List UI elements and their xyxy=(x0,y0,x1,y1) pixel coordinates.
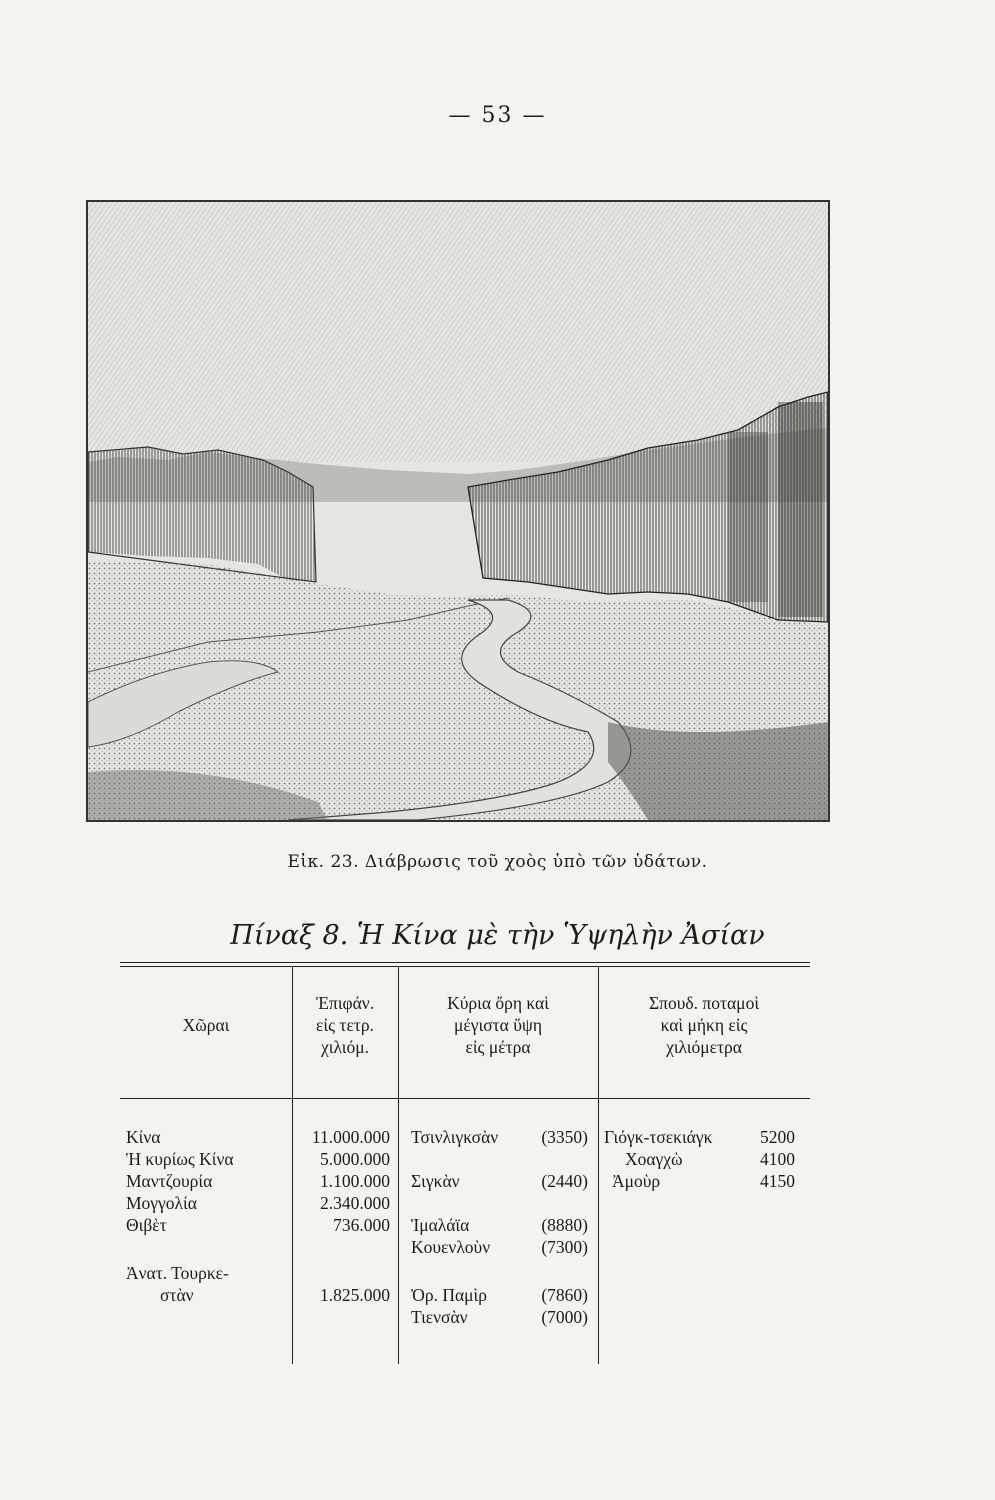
page-number: — 53 — xyxy=(448,103,547,128)
header-rivers: Σπουδ. ποταμοὶ καὶ μήκη εἰς χιλιόμετρα xyxy=(648,993,760,1057)
table-row: Ἀνατ. Τουρκε- xyxy=(126,1263,229,1283)
table-row: στὰν 1.825.000 Ὀρ. Παμὶρ (7860) xyxy=(160,1285,588,1305)
data-table xyxy=(120,962,810,1364)
header-mountains: Κύρια ὄρη καὶ μέγιστα ὕψη εἰς μέτρα xyxy=(447,993,549,1057)
table-row: Μαντζουρία 1.100.000 Σιγκὰν (2440) Ἀμοὺρ 4150 xyxy=(126,1171,795,1191)
table-row: Ἡ κυρίως Κίνα 5.000.000 Χοαγχὼ 4100 xyxy=(126,1149,795,1169)
table-rule-top-inner xyxy=(120,966,810,967)
header-country: Χῶραι xyxy=(182,1015,230,1035)
canyon-illustration xyxy=(88,202,828,820)
table-row: Μογγολία 2.340.000 xyxy=(126,1193,390,1213)
table-row: Θιβὲτ 736.000 Ἱμαλάϊα (8880) xyxy=(126,1215,588,1235)
figure-canyon xyxy=(86,200,830,822)
table-rule-header xyxy=(120,1098,810,1099)
table-row: Κίνα 11.000.000 Τσινλιγκσὰν (3350) Γιόγκ-τσεκιάγκ 5200 xyxy=(126,1127,795,1147)
header-area: Ἐπιφάν. εἰς τετρ. χιλιόμ. xyxy=(315,993,375,1057)
figure-caption: Εἰκ. 23. Διάβρωσις τοῦ χοὸς ὑπὸ τῶν ὑδάτων. xyxy=(287,852,708,872)
table-title: Πίναξ 8. Ἡ Κίνα μὲ τὴν Ὑψηλὴν Ἀσίαν xyxy=(230,920,765,951)
table-row: Τιενσὰν (7000) xyxy=(411,1307,588,1327)
table-rule-top xyxy=(120,962,810,963)
table-row: Κουενλοὺν (7300) xyxy=(411,1237,588,1257)
